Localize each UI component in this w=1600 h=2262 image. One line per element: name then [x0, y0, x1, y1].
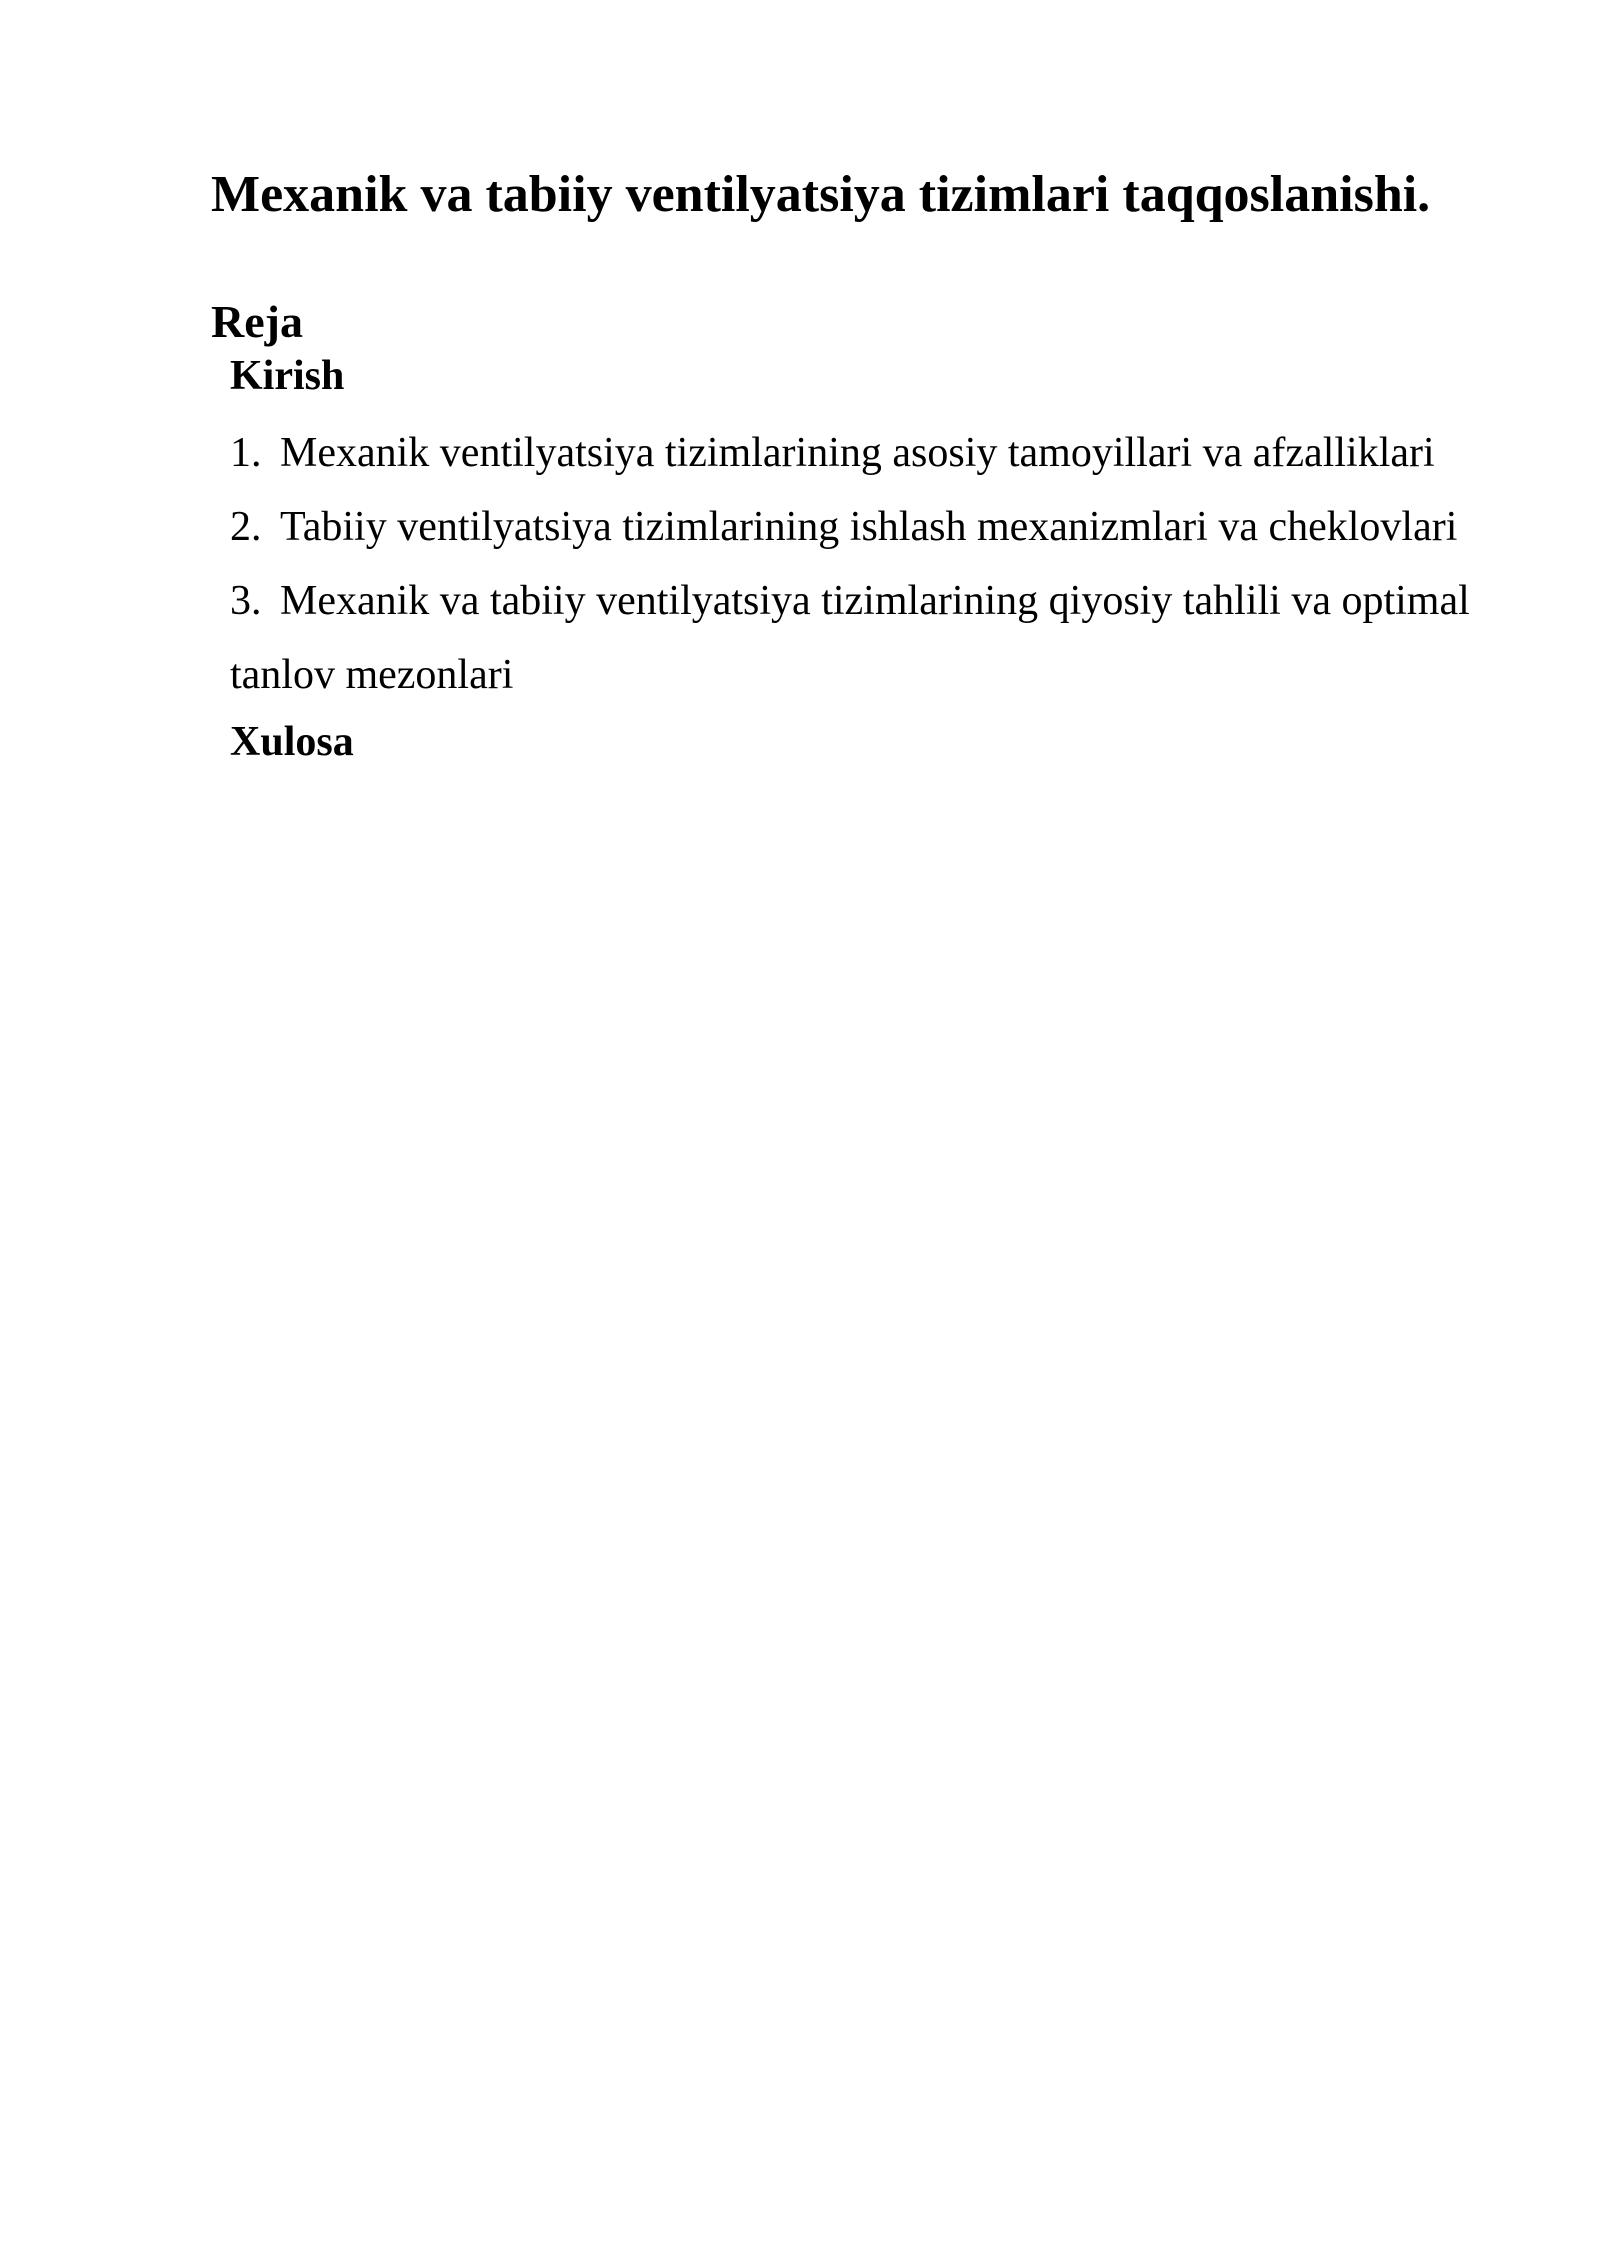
outline-item-number: 3. [230, 578, 262, 624]
outline-item [230, 490, 1470, 564]
outline-item-text: Mexanik ventilyatsiya tizimlarining asosiy tamoyillari va afzalliklari [280, 430, 1435, 476]
outline-intro: Kirish [230, 353, 345, 399]
outline-conclusion: Xulosa [230, 719, 354, 765]
document-title: Mexanik va tabiiy ventilyatsiya tizimlari taqqoslanishi. [211, 166, 1431, 223]
plan-heading: Reja [211, 296, 303, 347]
outline-item-number: 2. [230, 504, 262, 550]
plan-outline [230, 346, 1470, 772]
outline-item-text: Tabiiy ventilyatsiya tizimlarining ishlash mexanizmlari va cheklovlari [280, 504, 1458, 550]
outline-item-text: Mexanik va tabiiy ventilyatsiya tizimlarining qiyosiy tahlili va optimal tanlov mezonlari [230, 578, 1470, 698]
outline-item [230, 416, 1470, 490]
outline-item [230, 564, 1470, 712]
outline-item-number: 1. [230, 430, 262, 476]
